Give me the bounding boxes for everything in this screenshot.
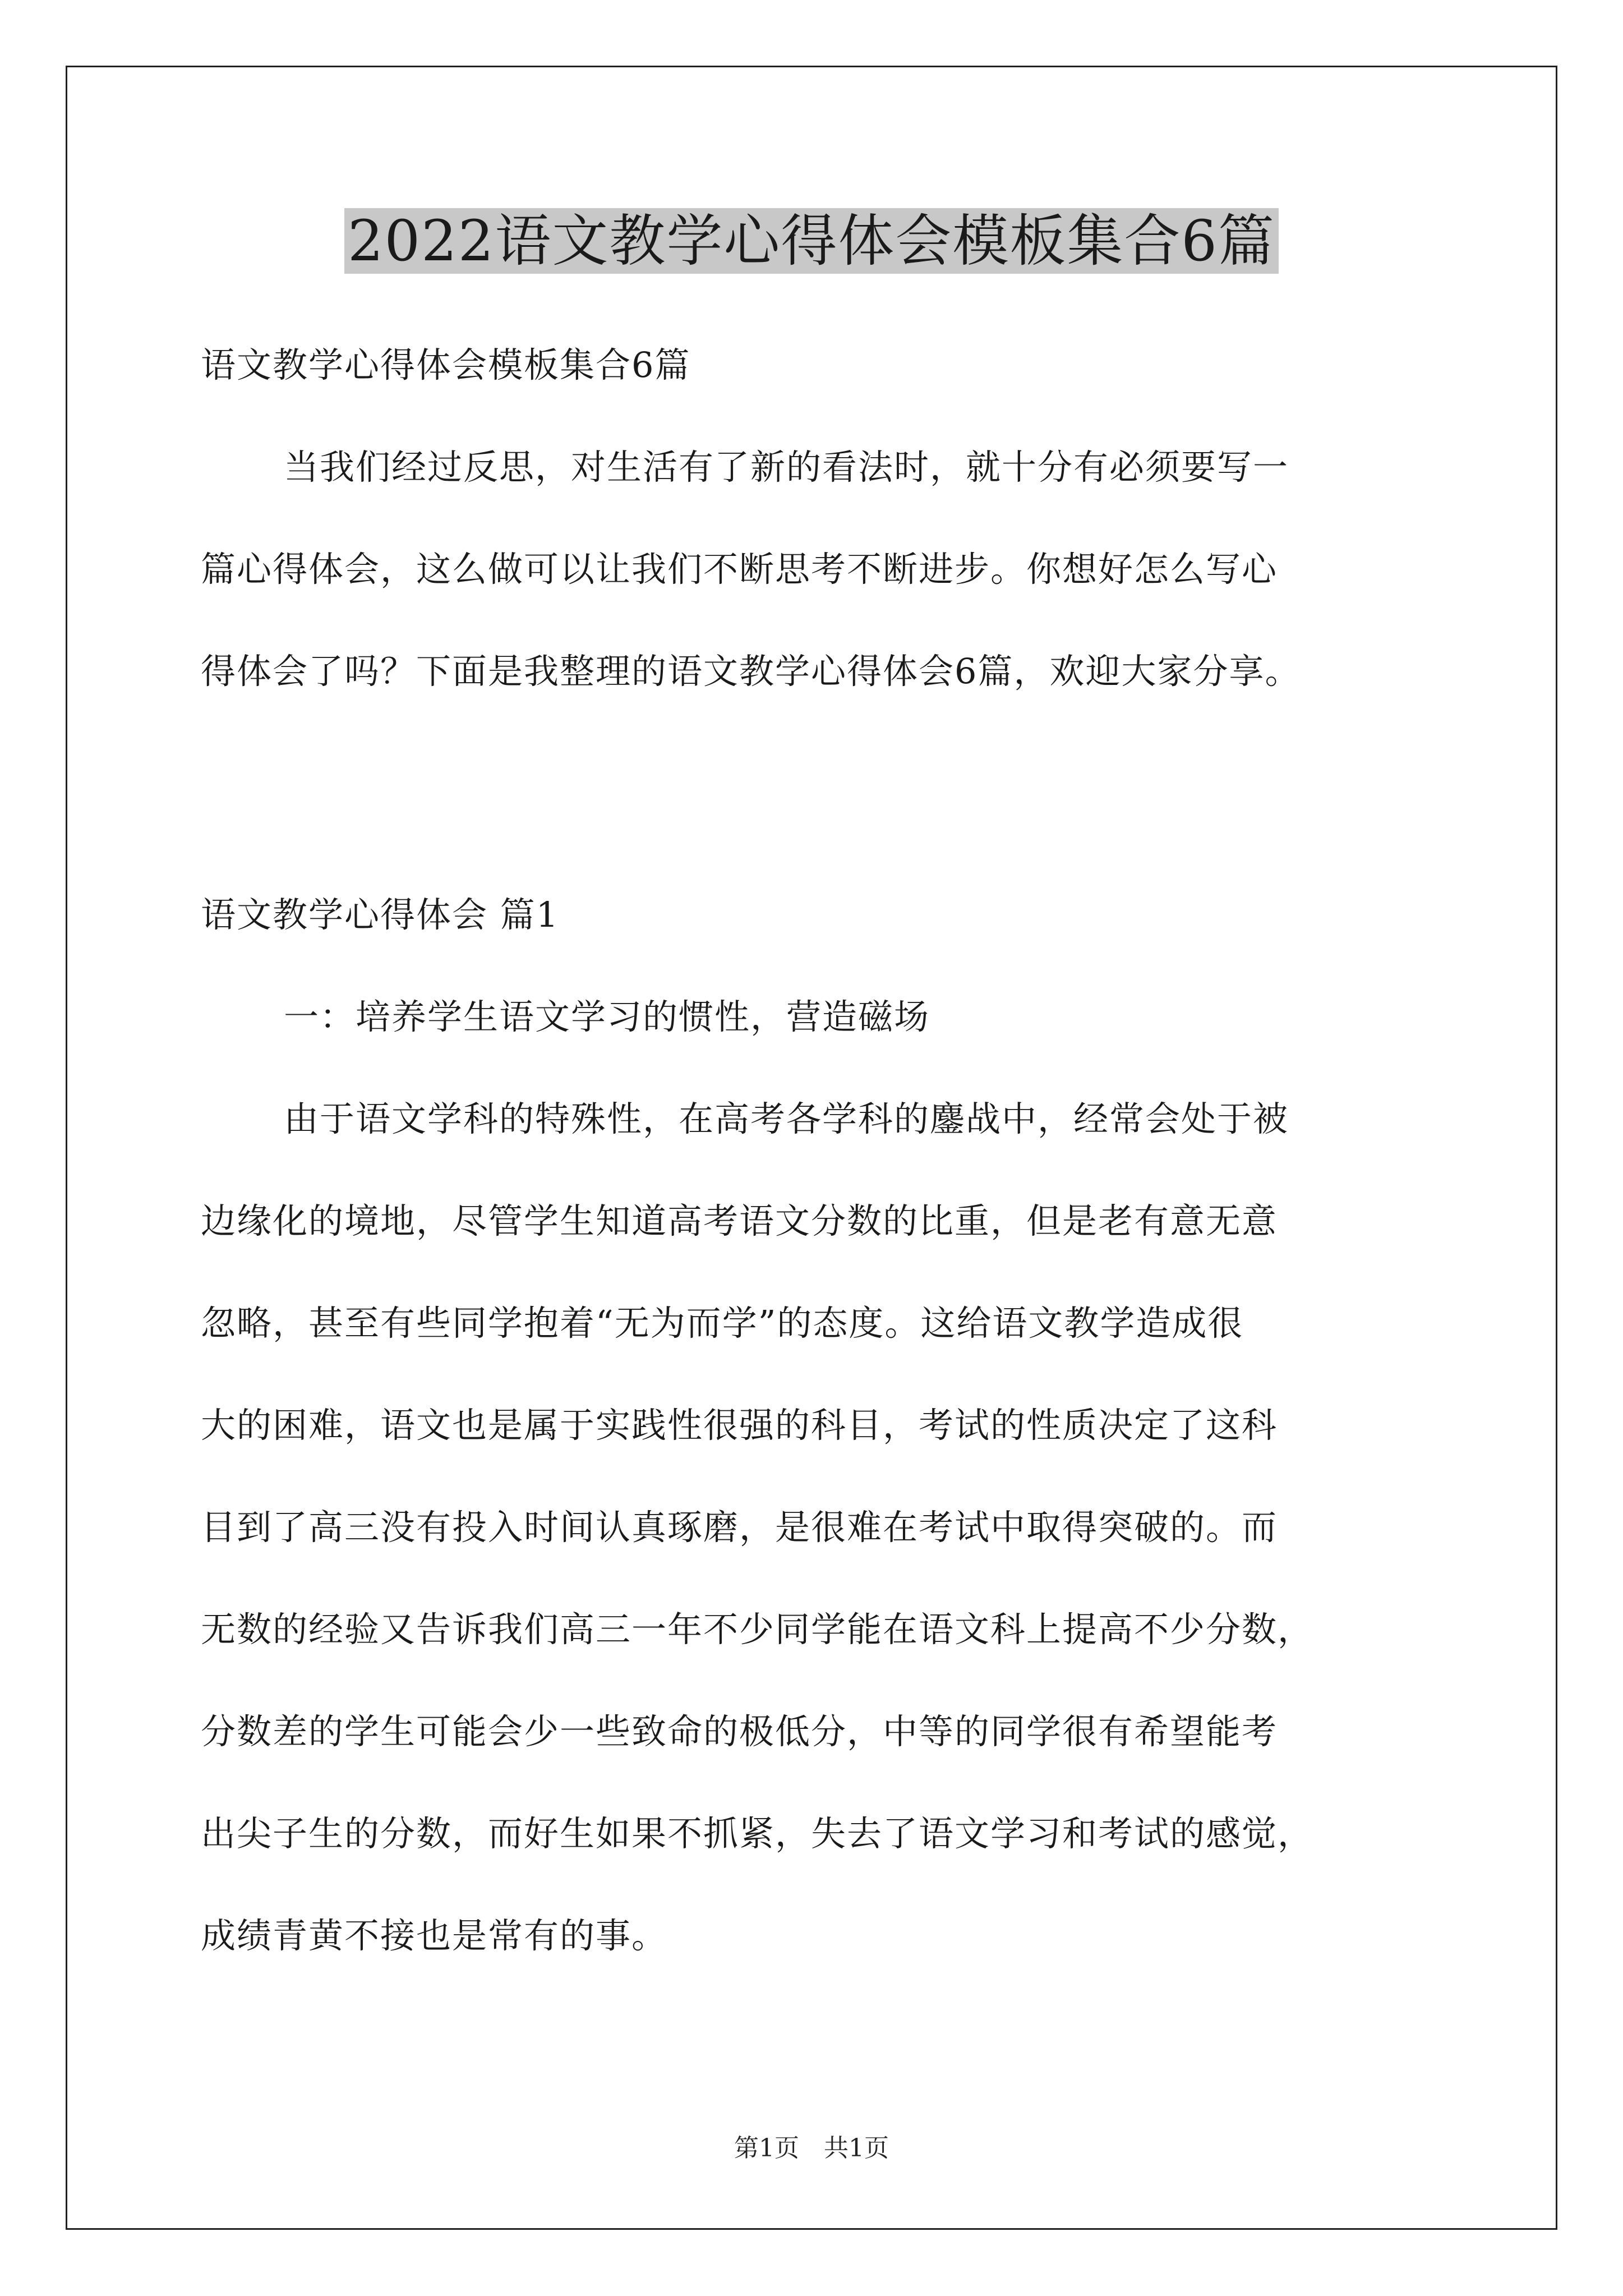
intro-line: 得体会了吗？下面是我整理的语文教学心得体会6篇，欢迎大家分享。 [201,651,1301,692]
intro-line: 当我们经过反思，对生活有了新的看法时，就十分有必须要写一 [284,447,1289,487]
paragraph-line: 成绩青黄不接也是常有的事。 [201,1915,668,1956]
section-heading: 语文教学心得体会 篇1 [201,894,560,935]
document-subtitle: 语文教学心得体会模板集合6篇 [201,344,691,385]
document-title-text: 2022语文教学心得体会模板集合6篇 [344,208,1279,274]
paragraph-line: 忽略，甚至有些同学抱着“无为而学”的态度。这给语文教学造成很 [201,1303,1244,1343]
section-one [201,864,1422,1987]
paragraph-line: 出尖子生的分数，而好生如果不抓紧，失去了语文学习和考试的感觉， [201,1813,1314,1854]
page-footer: 第1页 共1页 [734,2134,889,2162]
document-body [201,314,1422,723]
paragraph-line: 大的困难，语文也是属于实践性很强的科目，考试的性质决定了这科 [201,1405,1278,1446]
paragraph-line: 无数的经验又告诉我们高三一年不少同学能在语文科上提高不少分数， [201,1609,1314,1650]
point-heading: 一：培养学生语文学习的惯性，营造磁场 [284,996,930,1037]
paragraph-line: 边缘化的境地，尽管学生知道高考语文分数的比重，但是老有意无意 [201,1200,1278,1241]
intro-line: 篇心得体会，这么做可以让我们不断思考不断进步。你想好怎么写心 [201,549,1278,590]
paragraph-line: 分数差的学生可能会少一些致命的极低分，中等的同学很有希望能考 [201,1711,1278,1752]
document-title [0,199,1623,283]
paragraph-line: 由于语文学科的特殊性，在高考各学科的鏖战中，经常会处于被 [284,1098,1289,1139]
paragraph-line: 目到了高三没有投入时间认真琢磨，是很难在考试中取得突破的。而 [201,1507,1278,1548]
